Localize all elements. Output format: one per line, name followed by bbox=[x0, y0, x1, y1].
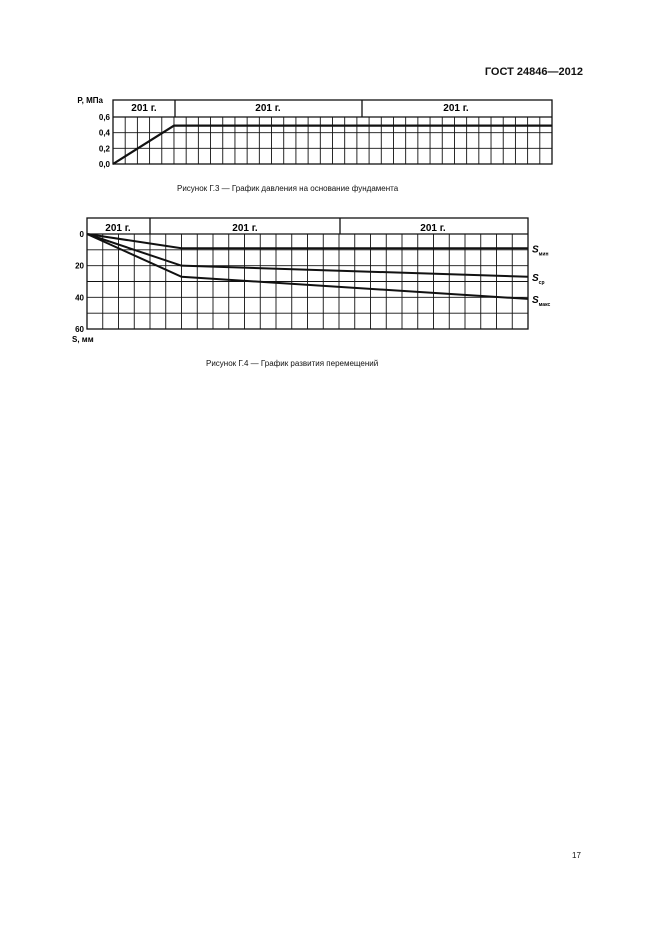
document-code: ГОСТ 24846—2012 bbox=[484, 66, 583, 78]
pressure-y-ticks bbox=[99, 113, 111, 169]
displacement-y-axis-label: S, мм bbox=[72, 335, 94, 344]
pressure-chart bbox=[77, 96, 552, 169]
y-tick-label: 0,0 bbox=[98, 160, 110, 169]
displacement-chart bbox=[72, 218, 551, 344]
displacement-y-ticks bbox=[75, 230, 84, 334]
figure-3-caption: Рисунок Г.3 — График давления на основание фундамента bbox=[177, 184, 399, 193]
y-tick-label: 0 bbox=[79, 230, 84, 239]
pressure-grid bbox=[113, 100, 552, 164]
pressure-y-axis-label: P, МПа bbox=[77, 96, 103, 105]
period-label: 201 г. bbox=[131, 103, 157, 114]
period-label: 201 г. bbox=[443, 103, 469, 114]
period-label: 201 г. bbox=[420, 223, 446, 234]
displacement-grid bbox=[87, 218, 528, 329]
series-label: $S_{мин}$ bbox=[532, 244, 549, 258]
y-tick-label: 0,4 bbox=[98, 128, 110, 138]
series-label: $S_{ср}$ bbox=[532, 272, 545, 286]
page-number: 17 bbox=[572, 851, 581, 860]
y-tick-label: 0,6 bbox=[98, 113, 110, 122]
series-label: $S_{макс}$ bbox=[532, 294, 551, 308]
period-label: 201 г. bbox=[232, 223, 258, 234]
figure-4-caption: Рисунок Г.4 — График развития перемещений bbox=[206, 359, 379, 368]
period-label: 201 г. bbox=[255, 103, 281, 114]
period-label: 201 г. bbox=[105, 223, 131, 234]
pressure-period-header bbox=[131, 103, 469, 114]
y-tick-label: 40 bbox=[75, 293, 84, 303]
displacement-period-header bbox=[105, 223, 446, 234]
y-tick-label: 20 bbox=[75, 261, 84, 271]
y-tick-label: 0,2 bbox=[98, 144, 110, 154]
y-tick-label: 60 bbox=[75, 325, 84, 334]
